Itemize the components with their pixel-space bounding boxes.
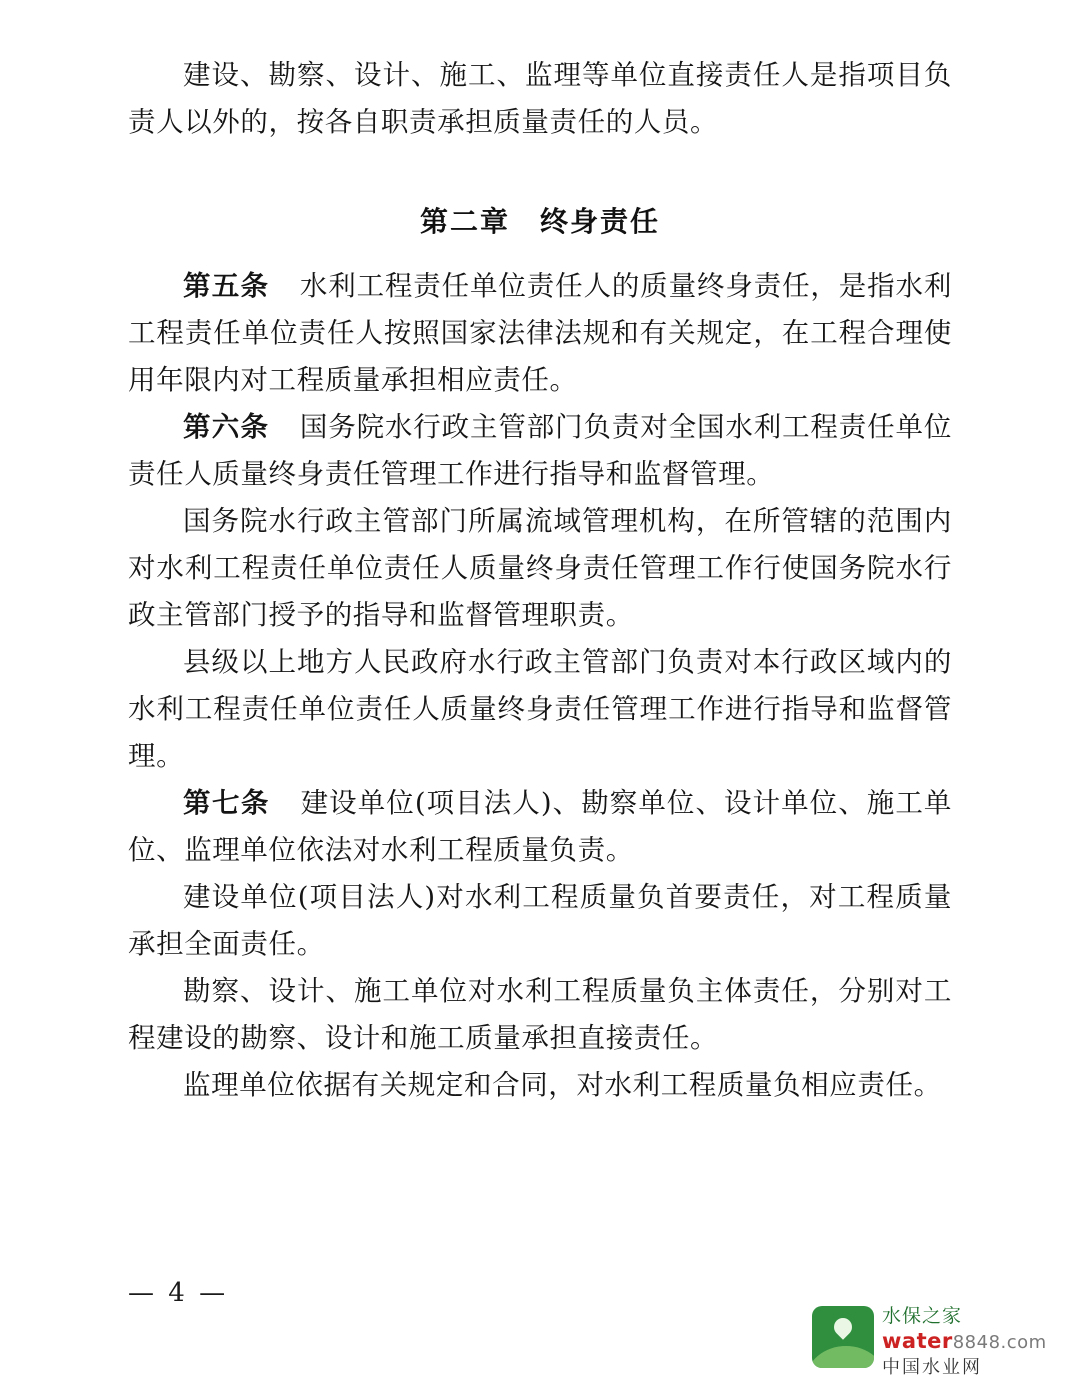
watermark-stamp: [812, 1304, 1062, 1378]
watermark-domain-number: 8848: [952, 1332, 1001, 1353]
watermark-domain-tld: .com: [1000, 1332, 1047, 1353]
article-six: [128, 404, 952, 498]
paragraph-survey-design-construction: 勘察、设计、施工单位对水利工程质量负主体责任，分别对工程建设的勘察、设计和施工质量承担直接责任。: [128, 975, 952, 1054]
article-seven-label: 第七条: [183, 787, 270, 819]
watermark-domain-word: water: [882, 1329, 953, 1353]
chapter-heading: 第二章 终身责任: [419, 205, 660, 238]
article-seven: [128, 780, 952, 874]
watermark-domain: [882, 1328, 1062, 1356]
document-body: [128, 52, 952, 1109]
watermark-text: [882, 1304, 1062, 1380]
article-five-text: 水利工程责任单位责任人的质量终身责任，是指水利工程责任单位责任人按照国家法律法规和有关规定，在工程合理使用年限内对工程质量承担相应责任。: [128, 270, 952, 396]
watermark-subtitle: 中国水业网: [882, 1357, 982, 1378]
article-six-label: 第六条: [183, 411, 270, 443]
paragraph-construction-unit: 建设单位(项目法人)对水利工程质量负首要责任，对工程质量承担全面责任。: [128, 881, 952, 960]
article-five: [128, 263, 952, 404]
water-drop-logo: [812, 1306, 874, 1368]
watermark-title: 水保之家: [882, 1305, 963, 1327]
article-six-text: 国务院水行政主管部门负责对全国水利工程责任单位责任人质量终身责任管理工作进行指导和监督管理。: [128, 411, 952, 490]
paragraph-basin-authority: 国务院水行政主管部门所属流域管理机构，在所管辖的范围内对水利工程责任单位责任人质量终身责任管理工作行使国务院水行政主管部门授予的指导和监督管理职责。: [128, 505, 952, 631]
paragraph-intro: 建设、勘察、设计、施工、监理等单位直接责任人是指项目负责人以外的，按各自职责承担质量责任的人员。: [128, 59, 952, 138]
article-five-label: 第五条: [183, 270, 270, 302]
paragraph-supervision-unit: 监理单位依据有关规定和合同，对水利工程质量负相应责任。: [183, 1069, 942, 1101]
article-seven-text: 建设单位(项目法人)、勘察单位、设计单位、施工单位、监理单位依法对水利工程质量负责。: [128, 787, 953, 866]
paragraph-local-government: 县级以上地方人民政府水行政主管部门负责对本行政区域内的水利工程责任单位责任人质量终身责任管理工作进行指导和监督管理。: [128, 646, 952, 772]
page-number: — 4 —: [128, 1278, 229, 1308]
